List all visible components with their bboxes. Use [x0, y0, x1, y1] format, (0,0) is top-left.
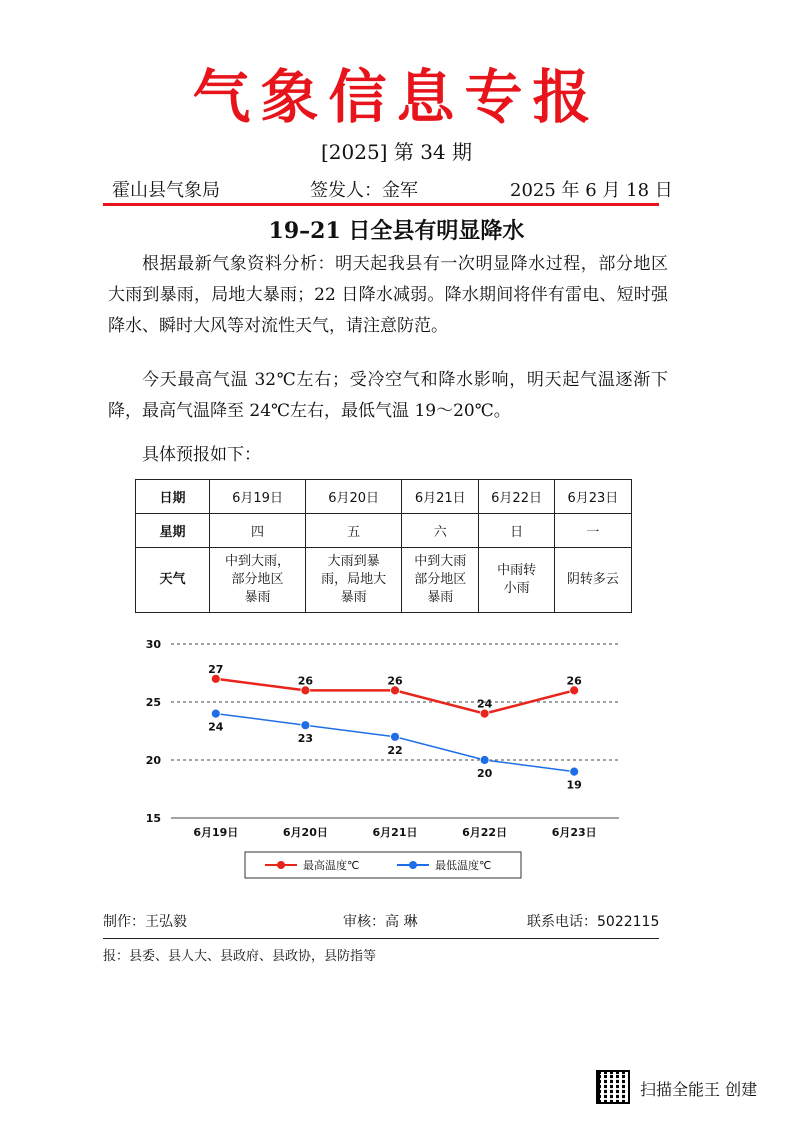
paragraph-precipitation: 根据最新气象资料分析：明天起我县有一次明显降水过程，部分地区大雨到暴雨，局地大暴雨；22 日降水减弱。降水期间将伴有雷电、短时强降水、瞬时大风等对流性天气，请注意防范。: [108, 254, 668, 336]
table-header-weather: 天气: [136, 548, 210, 613]
weather-line: 阴转多云: [566, 572, 619, 587]
issuer: 签发人：金军: [310, 180, 418, 201]
series-line: [216, 714, 574, 772]
red-divider: [103, 203, 659, 206]
x-tick-label: 6月21日: [372, 826, 418, 839]
data-label: 22: [387, 743, 403, 757]
table-row-weekdays: [136, 514, 632, 548]
temperature-chart-svg: [135, 632, 635, 882]
data-label: 26: [566, 674, 582, 688]
qr-code-icon: [596, 1070, 630, 1104]
data-label: 19: [566, 778, 582, 792]
weather-line: 部分地区: [414, 572, 467, 587]
data-label: 26: [297, 674, 314, 688]
y-tick-label: 15: [145, 812, 161, 825]
footer-phone: 联系电话：5022115: [527, 914, 660, 930]
table-cell-weekday: 四: [210, 514, 306, 548]
issue-date: 2025 年 6 月 18 日: [510, 180, 673, 201]
table-cell-date: 6月22日: [479, 480, 554, 514]
data-label: 23: [297, 732, 314, 746]
weather-line: 小雨: [503, 581, 530, 596]
x-tick-label: 6月23日: [551, 826, 597, 839]
legend-swatch-marker: [277, 861, 285, 869]
y-tick-label: 30: [145, 638, 161, 651]
table-row-weather: [136, 548, 632, 613]
y-tick-label: 20: [145, 754, 161, 767]
data-label: 26: [387, 674, 403, 688]
weather-line: 中到大雨，: [225, 554, 291, 569]
x-tick-label: 6月22日: [462, 826, 508, 839]
data-label: 24: [208, 720, 224, 734]
table-cell-weather: [554, 548, 631, 613]
table-header-date: 日期: [136, 480, 210, 514]
data-point: [570, 767, 579, 776]
data-point: [211, 709, 220, 718]
footer-maker: 制作：王弘毅: [103, 914, 187, 930]
table-cell-weather: [402, 548, 479, 613]
table-cell-date: 6月20日: [306, 480, 402, 514]
table-header-weekday: 星期: [136, 514, 210, 548]
data-point: [391, 732, 400, 741]
table-cell-date: 6月21日: [402, 480, 479, 514]
headline: 19–21 日全县有明显降水: [268, 218, 525, 244]
table-cell-weather: [479, 548, 554, 613]
table-cell-date: 6月19日: [210, 480, 306, 514]
y-tick-label: 25: [145, 696, 161, 709]
weather-line: 部分地区: [231, 572, 284, 587]
scanner-watermark-text: 扫描全能王 创建: [640, 1080, 758, 1099]
table-cell-weekday: 五: [306, 514, 402, 548]
table-cell-date: 6月23日: [554, 480, 631, 514]
table-cell-weekday: 一: [554, 514, 631, 548]
weather-line: 雨，局地大: [321, 572, 387, 587]
issue-number: [2025] 第 34 期: [320, 140, 473, 164]
table-row-dates: [136, 480, 632, 514]
x-tick-label: 6月19日: [193, 826, 239, 839]
data-label: 27: [208, 662, 224, 676]
legend-swatch-marker: [409, 861, 417, 869]
footer-reviewer: 审核：高 琳: [343, 914, 418, 930]
weather-line: 中到大雨: [414, 554, 467, 569]
weather-line: 中雨转: [497, 563, 537, 578]
weather-line: 暴雨: [427, 590, 454, 605]
table-cell-weather: [210, 548, 306, 613]
data-label: 20: [476, 767, 493, 780]
data-point: [480, 756, 489, 765]
table-cell-weekday: 日: [479, 514, 554, 548]
masthead-title: 气象信息专报: [192, 63, 601, 131]
info-bar: [112, 176, 673, 204]
table-cell-weather: [306, 548, 402, 613]
forecast-table: [135, 479, 632, 613]
legend-label: 最高温度℃: [303, 859, 360, 872]
footer-divider: [103, 938, 659, 939]
issuing-org: 霍山县气象局: [112, 180, 220, 201]
paragraph-temperature: 今天最高气温 32℃左右；受冷空气和降水影响，明天起气温逐渐下降，最高气温降至 24℃左右，最低气温 19～20℃。: [108, 370, 668, 421]
temperature-chart: [135, 632, 635, 882]
data-point: [301, 721, 310, 730]
legend-label: 最低温度℃: [435, 859, 492, 872]
weather-line: 暴雨: [244, 590, 271, 605]
footer-recipients: 报：县委、县人大、县政府、县政协，县防指等: [103, 949, 377, 964]
x-tick-label: 6月20日: [282, 826, 328, 839]
table-cell-weekday: 六: [402, 514, 479, 548]
footer-credits: [103, 911, 659, 933]
weather-line: 大雨到暴: [327, 554, 380, 569]
paragraph-intro: 具体预报如下：: [142, 445, 261, 465]
footer-recipients-row: [103, 945, 659, 965]
data-label: 24: [476, 697, 493, 711]
weather-line: 暴雨: [340, 590, 367, 605]
